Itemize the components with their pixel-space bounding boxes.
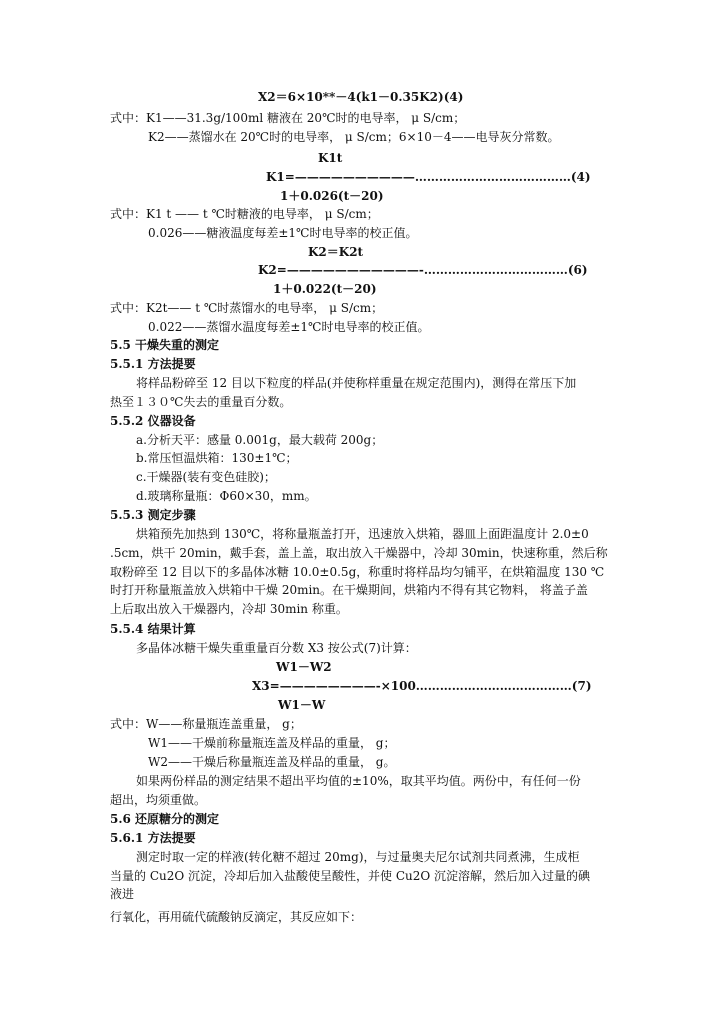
- formula-x3: X3=————————-×100…………………………………(7): [252, 679, 592, 693]
- section-heading: 5.5 干燥失重的测定: [110, 338, 220, 352]
- paragraph-line: 如果两份样品的测定结果不超出平均值的±10%，取其平均值。两份中，有任何一份: [136, 774, 581, 788]
- paragraph-line: 热至１３０℃失去的重量百分数。: [110, 395, 292, 409]
- formula-denominator: W1－W: [278, 698, 326, 712]
- where-line: 式中：W——称量瓶连盖重量， g；: [110, 717, 302, 731]
- formula-numerator: K2＝K2t: [308, 245, 364, 259]
- list-item: a.分析天平：感量 0.001g，最大载荷 200g；: [136, 433, 384, 447]
- subsection-heading: 5.5.3 测定步骤: [110, 508, 196, 522]
- subsection-heading: 5.6.1 方法提要: [110, 831, 196, 845]
- subsection-heading: 5.5.4 结果计算: [110, 622, 196, 636]
- subsection-heading: 5.5.1 方法提要: [110, 357, 196, 371]
- where-line: 0.026——糖液温度每差±1℃时电导率的校正值。: [148, 226, 418, 240]
- paragraph-line: 测定时取一定的样液(转化糖不超过 20mg)，与过量奥夫尼尔试剂共同煮沸，生成柜: [136, 850, 580, 864]
- paragraph-line: .5cm，烘干 20min，戴手套，盖上盖，取出放入干燥器中，冷却 30min，快速称重，然后称: [110, 546, 608, 560]
- paragraph-line: 行氧化，再用硫代硫酸钠反滴定，其反应如下：: [110, 910, 363, 924]
- paragraph-line: 上后取出放入干燥器内，冷却 30min 称重。: [110, 602, 348, 616]
- list-item: d.玻璃称量瓶：Φ60×30，mm。: [136, 489, 317, 503]
- formula-k2: K2=———————————-………………………………(6): [258, 263, 588, 277]
- paragraph-line: 取粉碎至 12 目以下的多晶体冰糖 10.0±0.5g，称重时将样品均匀铺平，在烘箱温度 130 ℃: [110, 565, 605, 579]
- list-item: b.常压恒温烘箱：130±1℃；: [136, 451, 298, 465]
- list-item: c.干燥器(装有变色硅胶)；: [136, 470, 276, 484]
- paragraph-line: 烘箱预先加热到 130℃，将称量瓶盖打开，迅速放入烘箱，器皿上面距温度计 2.0±0: [136, 527, 589, 541]
- where-line: 式中：K1——31.3g/100ml 糖液在 20℃时的电导率， μ S/cm；: [110, 111, 466, 125]
- formula-denominator: 1＋0.022(t－20): [273, 282, 377, 296]
- formula-numerator: K1t: [318, 151, 343, 165]
- where-line: K2——蒸馏水在 20℃时的电导率， μ S/cm；6×10－4——电导灰分常数。: [148, 130, 560, 144]
- where-line: 式中：K2t—— t ℃时蒸馏水的电导率， μ S/cm；: [110, 301, 384, 315]
- where-line: W2——干燥后称量瓶连盖及样品的重量， g。: [148, 755, 396, 769]
- paragraph-line: 超出，均须重做。: [110, 793, 207, 807]
- where-line: 0.022——蒸馏水温度每差±1℃时电导率的校正值。: [148, 320, 430, 334]
- formula-k1: K1=——————————…………………………………(4): [266, 170, 591, 184]
- section-heading: 5.6 还原糖分的测定: [110, 812, 220, 826]
- paragraph-line: 当量的 Cu2O 沉淀，冷却后加入盐酸使呈酸性，并使 Cu2O 沉淀溶解，然后加入过量的碘: [110, 869, 591, 883]
- paragraph-line: 液进: [110, 887, 135, 901]
- subsection-heading: 5.5.2 仪器设备: [110, 414, 196, 428]
- paragraph-line: 时打开称量瓶盖放入烘箱中干燥 20min。在干燥期间，烘箱内不得有其它物料， 将盖子盖: [110, 583, 588, 597]
- where-line: W1——干燥前称量瓶连盖及样品的重量， g；: [148, 736, 396, 750]
- formula-numerator: W1－W2: [276, 660, 332, 674]
- where-line: 式中：K1 t —— t ℃时糖液的电导率， μ S/cm；: [110, 207, 379, 221]
- formula-denominator: 1＋0.026(t－20): [280, 189, 384, 203]
- paragraph-line: 多晶体冰糖干燥失重重量百分数 X3 按公式(7)计算：: [136, 641, 417, 655]
- paragraph-line: 将样品粉碎至 12 目以下粒度的样品(并使称样重量在规定范围内)，测得在常压下加: [136, 376, 577, 390]
- formula-x2: X2＝6×10**－4(k1－0.35K2)(4): [258, 90, 464, 104]
